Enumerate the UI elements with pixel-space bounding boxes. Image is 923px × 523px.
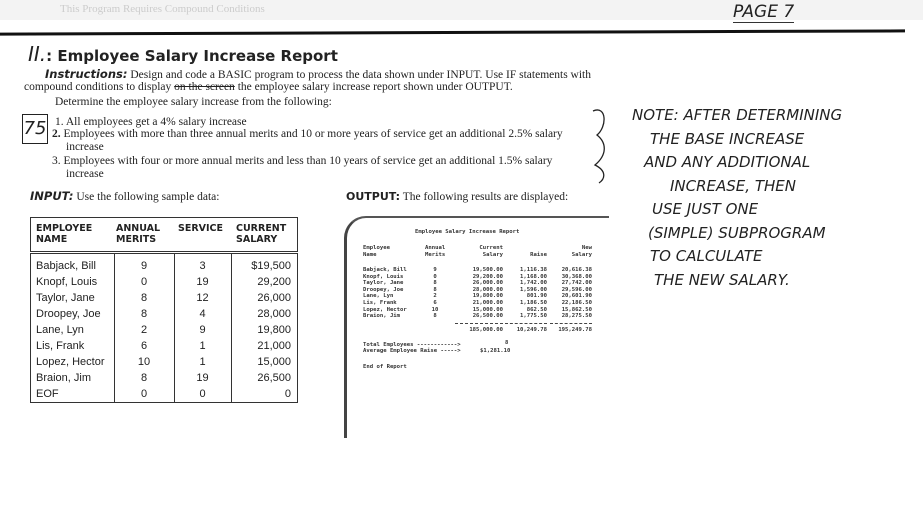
page-number: PAGE 7 bbox=[733, 2, 795, 22]
table-cell: 15,000 bbox=[257, 356, 291, 368]
report-cell: Taylor, Jane bbox=[363, 280, 404, 287]
rule-text: All employees get a 4% salary increase bbox=[65, 116, 247, 128]
report-cell: 26,000.00 bbox=[472, 280, 503, 287]
report-cell: 28,275.50 bbox=[561, 313, 592, 320]
report-cell: 0 bbox=[433, 273, 437, 280]
report-cell: 15,000.00 bbox=[472, 306, 503, 313]
text: compound conditions to display bbox=[24, 81, 175, 93]
report-cell: 862.50 bbox=[526, 306, 547, 313]
table-cell: 26,500 bbox=[257, 372, 291, 384]
table-cell: Droopey, Joe bbox=[36, 308, 101, 320]
table-row bbox=[31, 356, 297, 372]
table-row bbox=[31, 292, 297, 308]
rule-2 bbox=[52, 128, 563, 154]
output-heading bbox=[346, 190, 568, 204]
table-cell: Lopez, Hector bbox=[36, 356, 105, 368]
table-cell: Babjack, Bill bbox=[36, 260, 96, 272]
note-line: TO CALCULATE bbox=[650, 247, 763, 265]
report-cell: 8 bbox=[433, 313, 437, 320]
table-row bbox=[31, 308, 297, 324]
report-cell: Lis, Frank bbox=[363, 300, 397, 306]
col-header: CURRENT SALARY bbox=[236, 223, 287, 245]
table-row bbox=[31, 340, 297, 356]
rule-num: 1. bbox=[55, 116, 64, 128]
report-col-header: Employee Name bbox=[363, 245, 390, 258]
divider bbox=[455, 323, 503, 324]
report-col-header: Current Salary bbox=[479, 245, 503, 258]
instructions-label: Instructions: bbox=[45, 67, 128, 81]
rule-num: 2. bbox=[52, 128, 61, 140]
faded-header-text: This Program Requires Compound Conditions bbox=[0, 0, 923, 20]
table-cell: 8 bbox=[140, 308, 148, 320]
report-cell: 1,596.00 bbox=[520, 286, 547, 293]
note-line: AND ANY ADDITIONAL bbox=[644, 153, 811, 171]
table-cell: 3 bbox=[199, 260, 206, 272]
rule-text: Employees with more than three annual merits and 10 or more years of service get an additional 2.5% salary bbox=[63, 128, 563, 140]
instructions-line2 bbox=[24, 81, 513, 94]
instructions-line1 bbox=[45, 68, 591, 82]
table-row bbox=[31, 276, 297, 292]
input-table bbox=[30, 253, 298, 403]
col-header: SERVICE bbox=[178, 223, 223, 234]
report-cell: 19,500.00 bbox=[472, 267, 503, 273]
report-cell: 21,000.00 bbox=[472, 300, 503, 306]
note-line: NOTE: AFTER DETERMINING bbox=[632, 106, 843, 124]
report-cell: 801.90 bbox=[526, 293, 547, 300]
handwritten-note bbox=[632, 104, 922, 292]
rule-text: Employees with four or more annual merits and less than 10 years of service get an additional 1.5% salary bbox=[63, 155, 553, 167]
col-header: EMPLOYEE NAME bbox=[36, 223, 93, 245]
rule-text: increase bbox=[66, 141, 104, 153]
report-cell: 29,200.00 bbox=[472, 273, 503, 280]
report-cell: 26,500.00 bbox=[472, 313, 503, 320]
report-cell: 29,596.00 bbox=[561, 286, 592, 293]
report-cell: 19,800.00 bbox=[472, 293, 503, 300]
report-cell: 1,775.50 bbox=[520, 313, 547, 320]
avg-raise-value: $1,281.10 bbox=[480, 348, 511, 354]
report-col-header: Annual Merits bbox=[425, 245, 446, 258]
table-cell: Taylor, Jane bbox=[36, 292, 95, 304]
output-text: The following results are displayed: bbox=[402, 191, 569, 203]
report-col-header: Raise bbox=[530, 251, 547, 258]
table-cell: 28,000 bbox=[257, 308, 291, 320]
page-title bbox=[28, 42, 338, 66]
table-cell: 10 bbox=[137, 356, 151, 368]
divider bbox=[0, 29, 905, 35]
note-line: THE NEW SALARY. bbox=[654, 270, 790, 289]
table-cell: 2 bbox=[140, 324, 148, 336]
input-heading bbox=[30, 190, 219, 204]
table-cell: 29,200 bbox=[257, 276, 291, 288]
title-text: : Employee Salary Increase Report bbox=[46, 47, 338, 65]
note-line: (SIMPLE) SUBPROGRAM bbox=[648, 223, 826, 242]
table-cell: Knopf, Louis bbox=[36, 276, 98, 288]
report-total: 10,249.78 bbox=[516, 327, 547, 333]
divider bbox=[550, 323, 592, 324]
report-cell: Droopey, Joe bbox=[363, 286, 404, 293]
table-cell: 0 bbox=[140, 388, 148, 400]
table-cell: 19 bbox=[196, 276, 209, 288]
table-cell: 19 bbox=[196, 372, 209, 384]
report-cell: 20,616.38 bbox=[561, 267, 592, 273]
table-cell: 19,800 bbox=[257, 324, 291, 336]
report-total: 185,000.00 bbox=[469, 327, 503, 333]
report-cell: 10 bbox=[431, 306, 439, 313]
table-cell: 1 bbox=[199, 340, 206, 352]
table-row bbox=[31, 372, 297, 388]
table-cell: EOF bbox=[36, 388, 59, 400]
section-numeral: II. bbox=[28, 42, 47, 66]
report-cell: 15,862.50 bbox=[561, 306, 592, 313]
rule-3 bbox=[52, 155, 552, 181]
table-row bbox=[31, 388, 297, 404]
report-cell: 1,186.50 bbox=[520, 300, 547, 306]
total-employees-label: Total Employees ------------> bbox=[363, 342, 461, 348]
table-cell: 0 bbox=[199, 388, 206, 400]
report-cell: Lopez, Hector bbox=[363, 306, 407, 313]
col-header: ANNUAL MERITS bbox=[116, 223, 161, 245]
table-cell: 8 bbox=[140, 372, 148, 384]
report-cell: 9 bbox=[433, 267, 437, 273]
report-title: Employee Salary Increase Report bbox=[415, 229, 520, 235]
note-line: USE JUST ONE bbox=[652, 200, 759, 218]
report-total: 195,249.78 bbox=[558, 327, 592, 333]
report-cell: 1,742.00 bbox=[520, 280, 547, 287]
table-cell: 9 bbox=[140, 260, 148, 272]
table-cell: 4 bbox=[199, 308, 206, 320]
report-cell: Lane, Lyn bbox=[363, 293, 394, 300]
report-cell: 1,168.00 bbox=[520, 273, 547, 280]
instructions-text: Design and code a BASIC program to process the data shown under INPUT. Use IF statements with bbox=[130, 69, 592, 81]
report-cell: Babjack, Bill bbox=[363, 267, 407, 273]
report-cell: 27,742.00 bbox=[561, 280, 592, 287]
input-text: Use the following sample data: bbox=[76, 191, 220, 203]
output-label: OUTPUT: bbox=[346, 190, 401, 203]
rule-text: increase bbox=[66, 168, 104, 180]
report-cell: 20,601.90 bbox=[561, 293, 592, 300]
score-box: 75 bbox=[22, 114, 48, 144]
divider bbox=[505, 323, 547, 324]
note-line: INCREASE, THEN bbox=[670, 176, 796, 195]
report-cell: Knopf, Louis bbox=[363, 273, 404, 280]
struck-text: on the screen bbox=[174, 81, 235, 93]
brace-icon bbox=[585, 105, 615, 185]
total-employees-value: 8 bbox=[505, 340, 509, 346]
end-of-report: End of Report bbox=[363, 364, 407, 370]
report-cell: 22,186.50 bbox=[561, 300, 592, 306]
table-cell: Lis, Frank bbox=[36, 340, 85, 352]
report-cell: 6 bbox=[433, 300, 437, 306]
note-line: THE BASE INCREASE bbox=[650, 129, 805, 148]
report-cell: 1,116.38 bbox=[520, 267, 547, 273]
table-cell: 21,000 bbox=[257, 340, 291, 352]
avg-raise-label: Average Employee Raise -----> bbox=[363, 348, 461, 354]
report-cell: 8 bbox=[433, 286, 437, 293]
table-cell: 12 bbox=[196, 292, 209, 304]
table-cell: 0 bbox=[140, 276, 148, 288]
table-cell: 0 bbox=[284, 388, 291, 400]
table-cell: $19,500 bbox=[251, 260, 291, 272]
table-cell: 8 bbox=[140, 292, 148, 304]
report-cell: 8 bbox=[433, 280, 437, 287]
text: the employee salary increase report shown under OUTPUT. bbox=[234, 81, 513, 93]
rule-num: 3. bbox=[52, 155, 61, 167]
table-cell: 26,000 bbox=[257, 292, 291, 304]
report-cell: 30,368.00 bbox=[561, 273, 592, 280]
report-cell: 2 bbox=[433, 293, 437, 300]
table-row bbox=[31, 324, 297, 340]
table-row bbox=[31, 260, 297, 276]
report-cell: Braion, Jim bbox=[363, 313, 401, 320]
table-cell: 9 bbox=[199, 324, 206, 336]
determine-text: Determine the employee salary increase from the following: bbox=[55, 96, 332, 108]
report-cell: 28,000.00 bbox=[472, 286, 503, 293]
input-label: INPUT: bbox=[30, 189, 74, 203]
table-cell: 1 bbox=[199, 356, 206, 368]
report-col-header: New Salary bbox=[571, 245, 592, 258]
table-cell: 6 bbox=[140, 340, 148, 352]
table-cell: Lane, Lyn bbox=[36, 324, 84, 336]
input-table-header bbox=[30, 217, 298, 252]
table-cell: Braion, Jim bbox=[36, 372, 92, 384]
